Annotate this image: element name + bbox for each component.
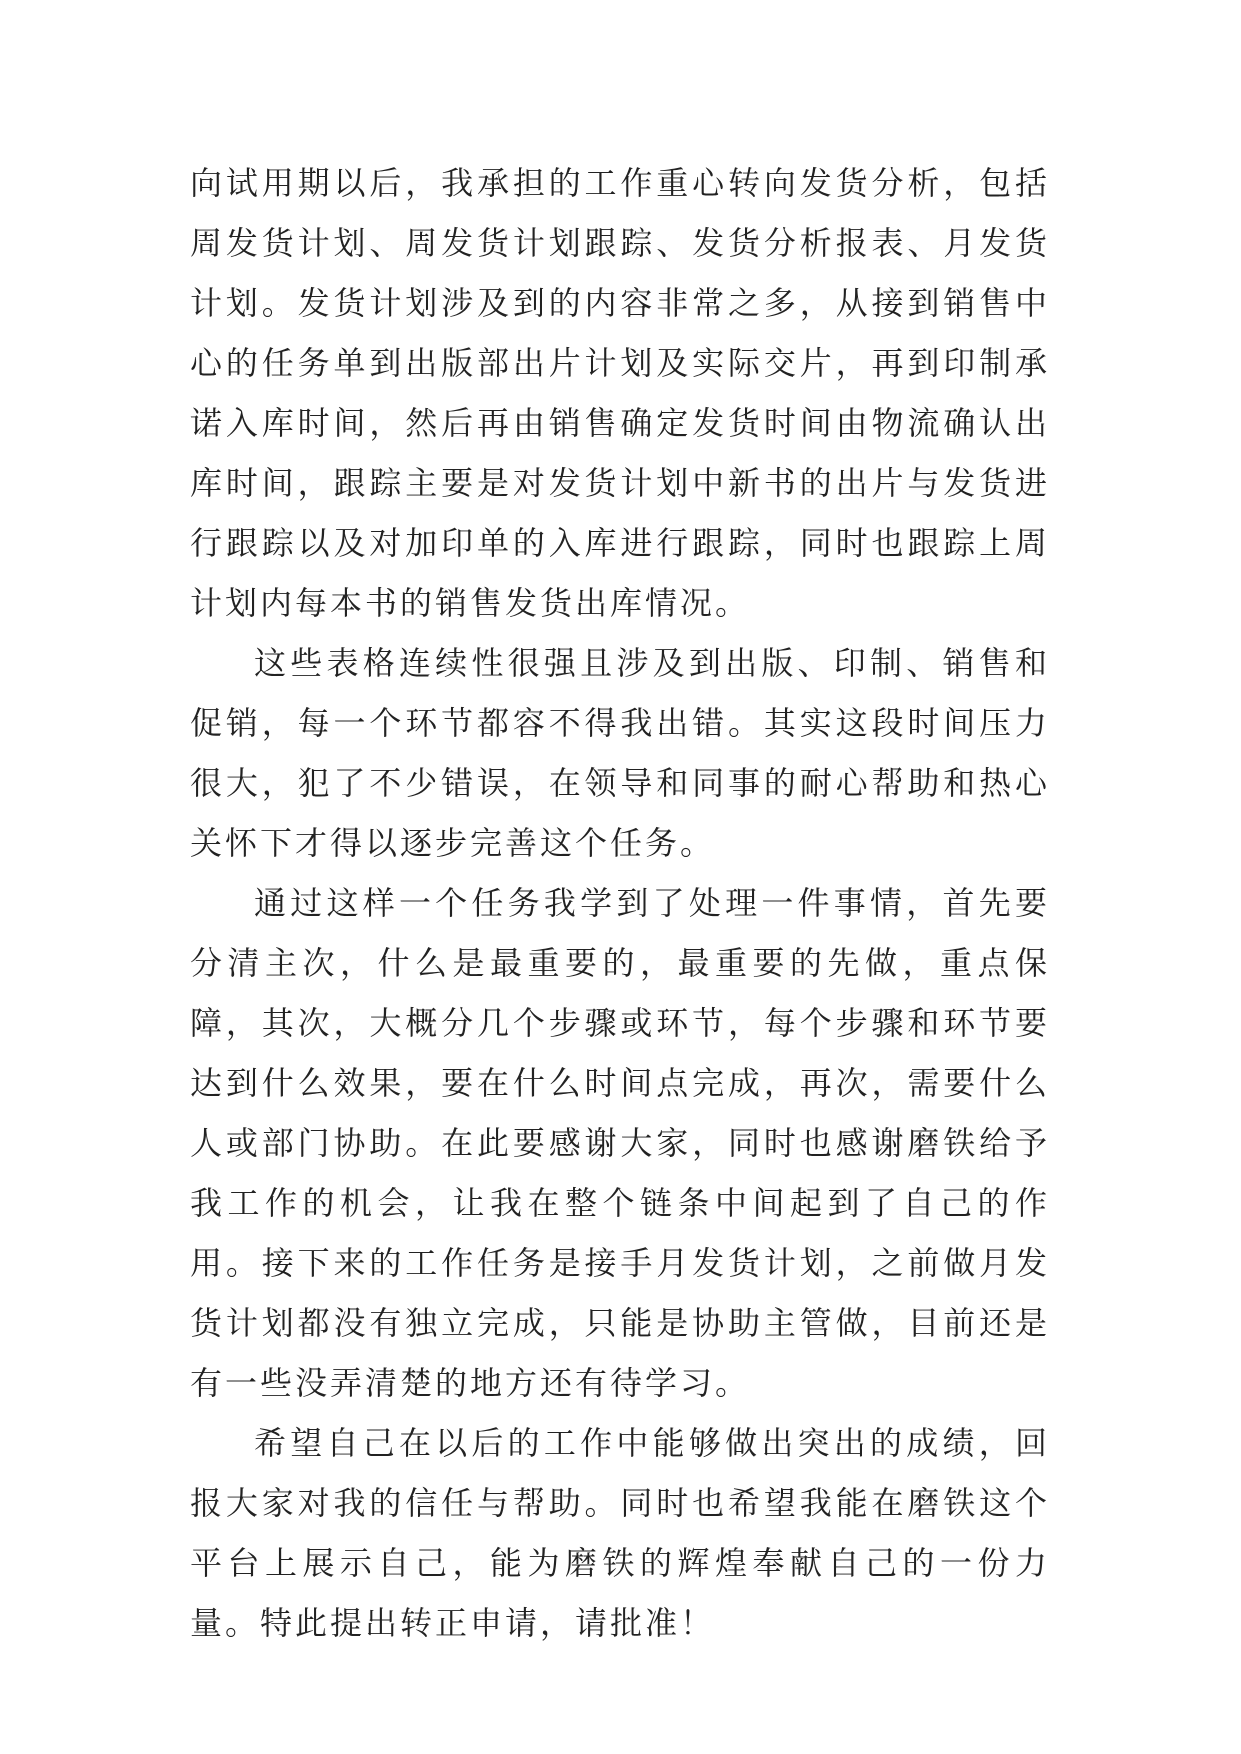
- paragraph-continued: 向试用期以后，我承担的工作重心转向发货分析，包括周发货计划、周发货计划跟踪、发货分析报表、月发货计划。发货计划涉及到的内容非常之多，从接到销售中心的任务单到出版部出片计划及实际交片，再到印制承诺入库时间，然后再由销售确定发货时间由物流确认出库时间，跟踪主要是对发货计划中新书的出片与发货进行跟踪以及对加印单的入库进行跟踪，同时也跟踪上周计划内每本书的销售发货出库情况。: [190, 164, 1050, 622]
- paragraph-lessons: 通过这样一个任务我学到了处理一件事情，首先要分清主次，什么是最重要的，最重要的先做，重点保障，其次，大概分几个步骤或环节，每个步骤和环节要达到什么效果，要在什么时间点完成，再次，需要什么人或部门协助。在此要感谢大家，同时也感谢磨铁给予我工作的机会，让我在整个链条中间起到了自己的作用。接下来的工作任务是接手月发货计划，之前做月发货计划都没有独立完成，只能是协助主管做，目前还是有一些没弄清楚的地方还有待学习。: [190, 884, 1050, 1402]
- paragraph-closing: 希望自己在以后的工作中能够做出突出的成绩，回报大家对我的信任与帮助。同时也希望我能在磨铁这个平台上展示自己，能为磨铁的辉煌奉献自己的一份力量。特此提出转正申请，请批准！: [190, 1424, 1050, 1642]
- document-body: [190, 153, 1050, 1653]
- paragraph-tables: 这些表格连续性很强且涉及到出版、印制、销售和促销，每一个环节都容不得我出错。其实这段时间压力很大，犯了不少错误，在领导和同事的耐心帮助和热心关怀下才得以逐步完善这个任务。: [190, 644, 1050, 862]
